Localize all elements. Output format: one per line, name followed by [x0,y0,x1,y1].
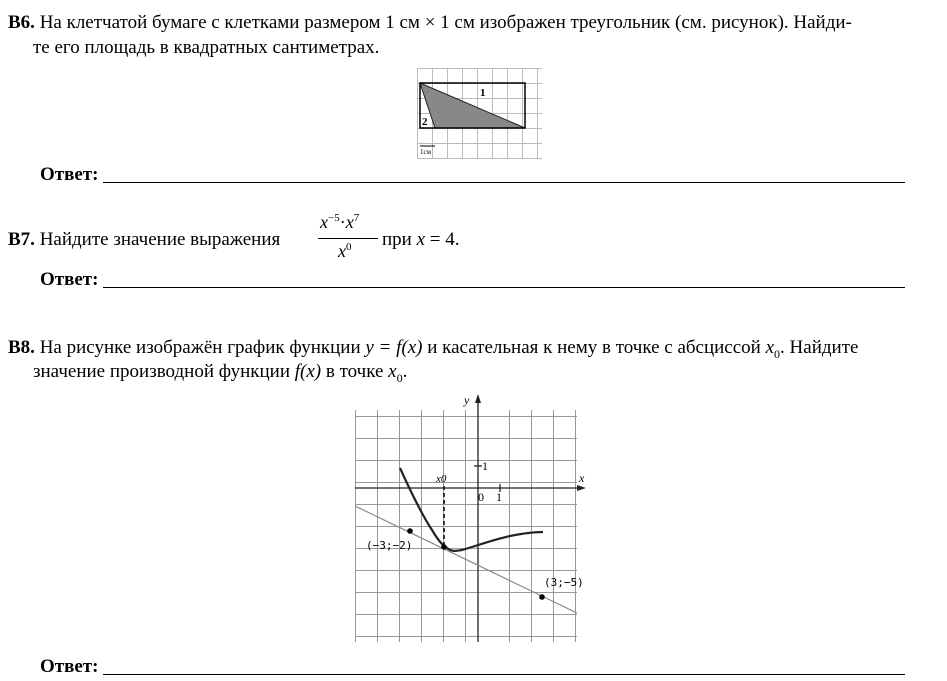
b8-line1-b: и касательная к нему в точке с абсциссой [422,337,766,358]
b8-line1-func: y = f(x) [365,337,423,358]
b6-line1 [8,12,852,34]
b7-fraction-bar [318,238,378,239]
b8-x-axis-label: x [579,471,585,485]
b8-point-a-label: (−3;−2) [366,539,413,552]
b8-tangency-point [441,544,447,550]
b7-numerator [320,212,359,233]
b7-num-base2: x [345,212,354,232]
b6-label-top: 1 [480,87,486,99]
b8-answer-label: Ответ: [40,656,99,677]
b8-tick-x1-label: 1 [496,490,502,504]
b7-after [382,229,460,251]
b8-line1-x0-sub: 0 [774,346,781,361]
b8-line2-a: значение производной функции [33,361,295,382]
b8-line2-c: . [402,361,408,382]
b6-text-line1: На клетчатой бумаге с клетками размером 1 см × 1 см изображен треугольник (см. рисунок). Найди- [39,12,852,33]
b8-line1-x0: x [765,337,775,358]
b6-figure [417,68,543,162]
b8-x-arrow [577,485,586,491]
b8-point-a [407,528,413,534]
b8-grid [355,410,577,642]
b8-label: B8. [8,337,35,358]
b8-graph [350,390,590,652]
b7-num-base1: x [320,212,328,232]
b8-line2-x0-sub: 0 [396,370,403,385]
b6-label: B6. [8,12,35,33]
b7-label: B7. [8,229,35,250]
b6-answer-label: Ответ: [40,164,99,185]
b7-line [8,229,280,251]
b8-line2-b: в точке [321,361,389,382]
b7-num-exp2: 7 [353,212,360,224]
b7-num-exp1: −5 [328,212,340,224]
b7-den-exp: 0 [346,241,352,253]
b7-den-base: x [338,241,346,261]
b8-line1-c: . Найдите [780,337,859,358]
b7-num-dot: · [339,212,346,232]
b8-x0-label: x0 [436,473,447,485]
b8-origin-label: 0 [478,490,484,504]
b8-line2-func: f(x) [294,361,322,382]
b7-answer-line[interactable] [103,287,905,288]
b7-denominator [338,241,352,262]
b6-scale-label: 1см [420,148,432,156]
b6-label-left: 2 [422,116,428,128]
b8-answer-line[interactable] [103,674,905,675]
b7-text-before: Найдите значение выражения [39,229,281,250]
b8-line1-a: На рисунке изображён график функции [39,337,366,358]
b8-line2 [33,361,407,386]
b8-point-b-label: (3;−5) [544,576,584,589]
b6-triangle [420,83,525,128]
b6-answer-line[interactable] [103,182,905,183]
b7-text-after-pre: при [382,229,417,250]
b8-point-b [539,594,545,600]
b8-tick-y1-label: 1 [482,459,488,473]
b8-line1 [8,337,858,362]
b6-text-line2: те его площадь в квадратных сантиметрах. [33,37,380,58]
b7-answer-label: Ответ: [40,269,99,290]
b8-line2-x0: x [388,361,397,382]
b7-var: x [416,229,426,250]
b8-y-axis-label: y [464,393,470,407]
b7-fraction [318,212,378,264]
b7-text-after-post: = 4. [425,229,460,250]
b8-y-arrow [475,394,481,403]
